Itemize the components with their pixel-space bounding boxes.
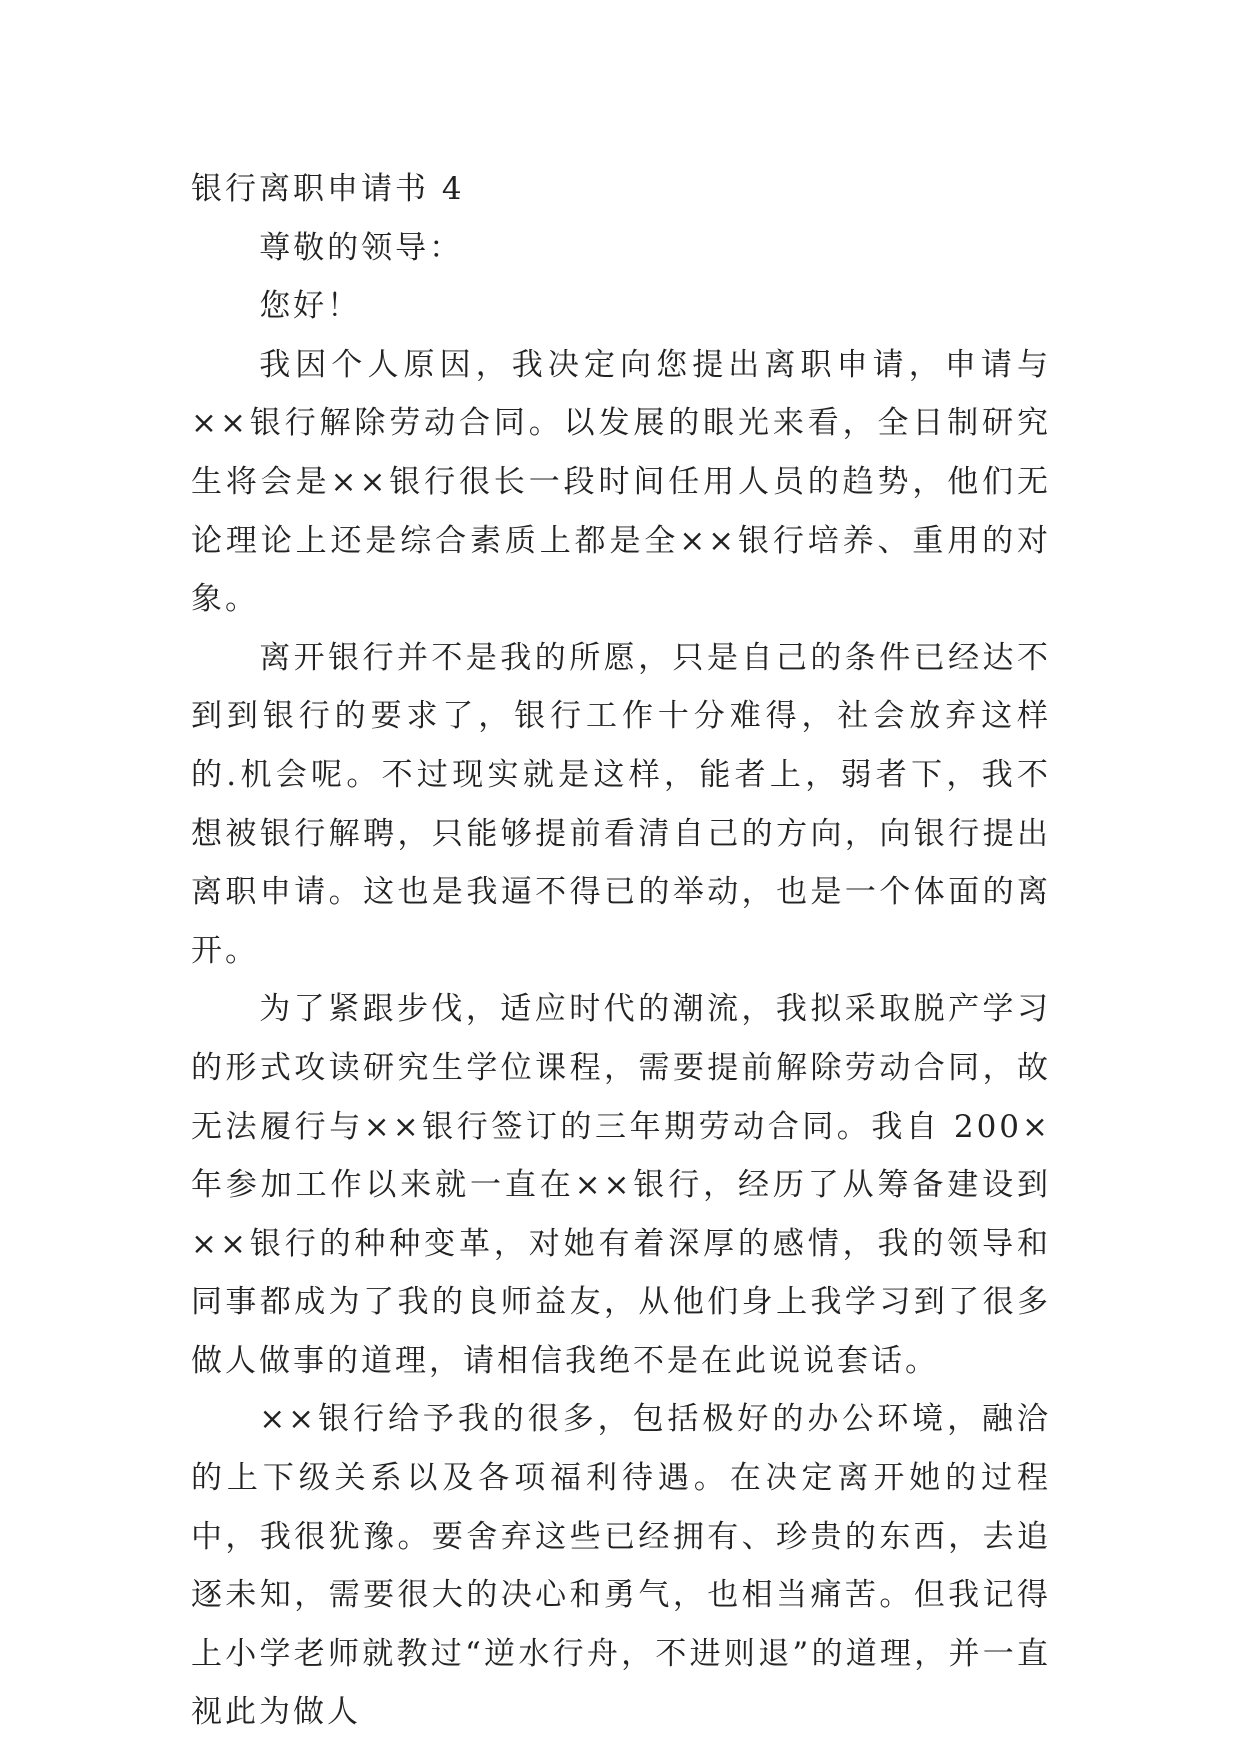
paragraph: 为了紧跟步伐，适应时代的潮流，我拟采取脱产学习的形式攻读研究生学位课程，需要提前解除劳动合同，故无法履行与××银行签订的三年期劳动合同。我自 200×年参加工作以来就一直在××银行，经历了从筹备建设到××银行的种种变革，对她有着深厚的感情，我的领导和同事都成为了我的良师益友，从他们身上我学习到了很多做人做事的道理，请相信我绝不是在此说说套话。: [191, 991, 1051, 1379]
paragraph: ××银行给予我的很多，包括极好的办公环境，融洽的上下级关系以及各项福利待遇。在决定离开她的过程中，我很犹豫。要舍弃这些已经拥有、珍贵的东西，去追逐未知，需要很大的决心和勇气，也相当痛苦。但我记得上小学老师就教过“逆水行舟，不进则退”的道理，并一直视此为做人: [191, 1401, 1051, 1731]
salutation: 尊敬的领导：: [259, 229, 464, 266]
paragraph: 我因个人原因，我决定向您提出离职申请，申请与××银行解除劳动合同。以发展的眼光来看，全日制研究生将会是××银行很长一段时间任用人员的趋势，他们无论理论上还是综合素质上都是全××银行培养、重用的对象。: [191, 346, 1051, 618]
greeting: 您好！: [259, 288, 362, 325]
document-title: 银行离职申请书 4: [191, 171, 465, 207]
document-body: [191, 160, 1051, 1742]
paragraph: 离开银行并不是我的所愿，只是自己的条件已经达不到到银行的要求了，银行工作十分难得，社会放弃这样的.机会呢。不过现实就是这样，能者上，弱者下，我不想被银行解聘，只能够提前看清自己的方向，向银行提出离职申请。这也是我逼不得已的举动，也是一个体面的离开。: [191, 639, 1051, 969]
